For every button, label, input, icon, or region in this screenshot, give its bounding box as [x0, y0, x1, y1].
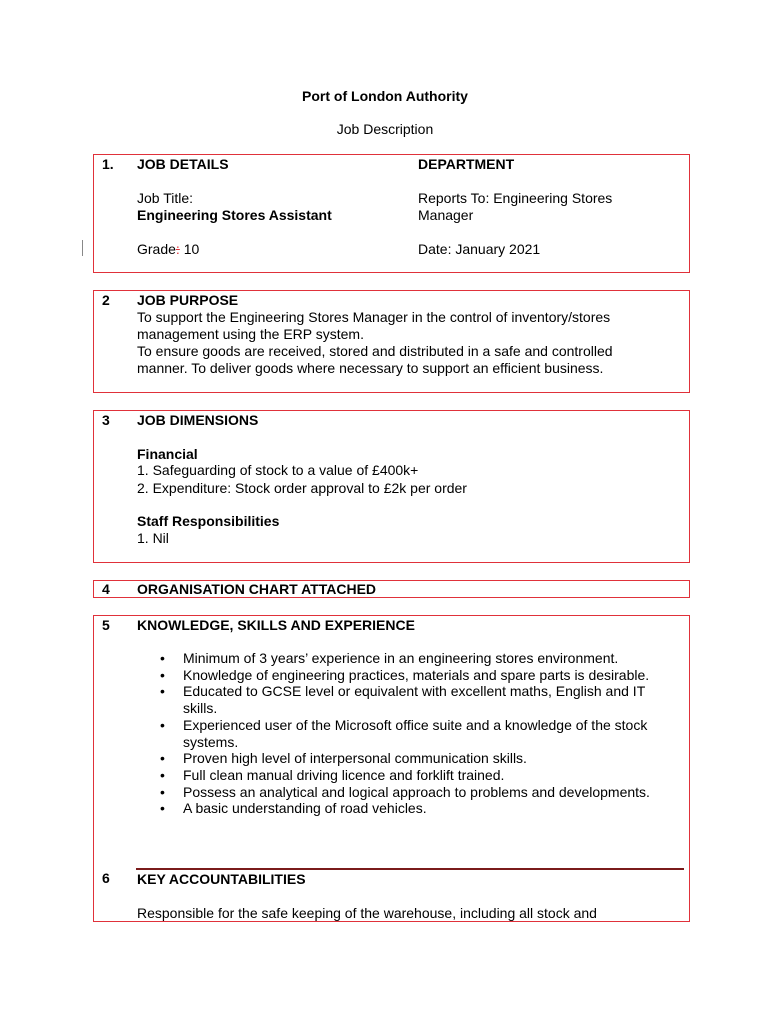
staff-heading: Staff Responsibilities — [137, 513, 280, 529]
section-number: 4 — [102, 581, 110, 597]
list-item: • Full clean manual driving licence and forklift trained. — [138, 767, 678, 784]
date: Date: January 2021 — [418, 241, 541, 257]
section-knowledge-skills — [93, 615, 690, 922]
financial-item: 1. Safeguarding of stock to a value of £400k+ — [137, 462, 419, 478]
section-number: 2 — [102, 292, 110, 308]
knowledge-skills-heading: KNOWLEDGE, SKILLS AND EXPERIENCE — [137, 617, 415, 633]
purpose-line: To support the Engineering Stores Manager in the control of inventory/stores — [137, 309, 611, 325]
job-title-value: Engineering Stores Assistant — [137, 207, 332, 223]
list-item: • Possess an analytical and logical approach to problems and developments. — [138, 784, 678, 801]
accountabilities-text: Responsible for the safe keeping of the warehouse, including all stock and — [137, 905, 597, 921]
reports-to-line1: Reports To: Engineering Stores — [418, 190, 613, 206]
list-item: • A basic understanding of road vehicles. — [138, 800, 678, 817]
grade-deleted-mark: : — [175, 241, 180, 257]
purpose-line: management using the ERP system. — [137, 326, 364, 342]
section-organisation-chart — [93, 580, 690, 598]
job-dimensions-heading: JOB DIMENSIONS — [137, 412, 259, 428]
list-item: • Knowledge of engineering practices, materials and spare parts is desirable. — [138, 667, 678, 684]
staff-item: 1. Nil — [137, 530, 169, 546]
section-number: 3 — [102, 412, 110, 428]
change-bar — [82, 240, 83, 256]
job-details-heading: JOB DETAILS — [137, 156, 229, 172]
section-job-details — [93, 154, 690, 273]
reports-to-line2: Manager — [418, 207, 474, 223]
grade — [137, 241, 199, 258]
list-item: • Minimum of 3 years’ experience in an engineering stores environment. — [138, 650, 678, 667]
financial-heading: Financial — [137, 446, 198, 462]
purpose-line: manner. To deliver goods where necessary to support an efficient business. — [137, 360, 604, 376]
list-item: • Educated to GCSE level or equivalent with excellent maths, English and IT skills. — [138, 683, 678, 716]
grade-label: Grade — [137, 241, 176, 257]
financial-item: 2. Expenditure: Stock order approval to £2k per order — [137, 480, 467, 496]
job-purpose-heading: JOB PURPOSE — [137, 292, 239, 308]
list-item: • Experienced user of the Microsoft office suite and a knowledge of the stock systems. — [138, 717, 678, 750]
department-heading: DEPARTMENT — [418, 156, 515, 172]
key-accountabilities-heading: KEY ACCOUNTABILITIES — [137, 871, 306, 887]
section-number: 1. — [102, 156, 114, 172]
grade-value: 10 — [179, 241, 200, 257]
section-divider — [136, 868, 684, 870]
section-number: 5 — [102, 617, 110, 633]
skills-list — [138, 650, 678, 817]
job-title-label: Job Title: — [137, 190, 194, 206]
document-subtitle: Job Description — [336, 121, 434, 137]
section-number: 6 — [102, 870, 110, 886]
list-item: • Proven high level of interpersonal communication skills. — [138, 750, 678, 767]
purpose-line: To ensure goods are received, stored and distributed in a safe and controlled — [137, 343, 613, 359]
document-title: Port of London Authority — [302, 88, 468, 104]
section-job-dimensions — [93, 410, 690, 563]
organisation-chart-heading: ORGANISATION CHART ATTACHED — [137, 581, 377, 597]
section-job-purpose — [93, 290, 690, 393]
